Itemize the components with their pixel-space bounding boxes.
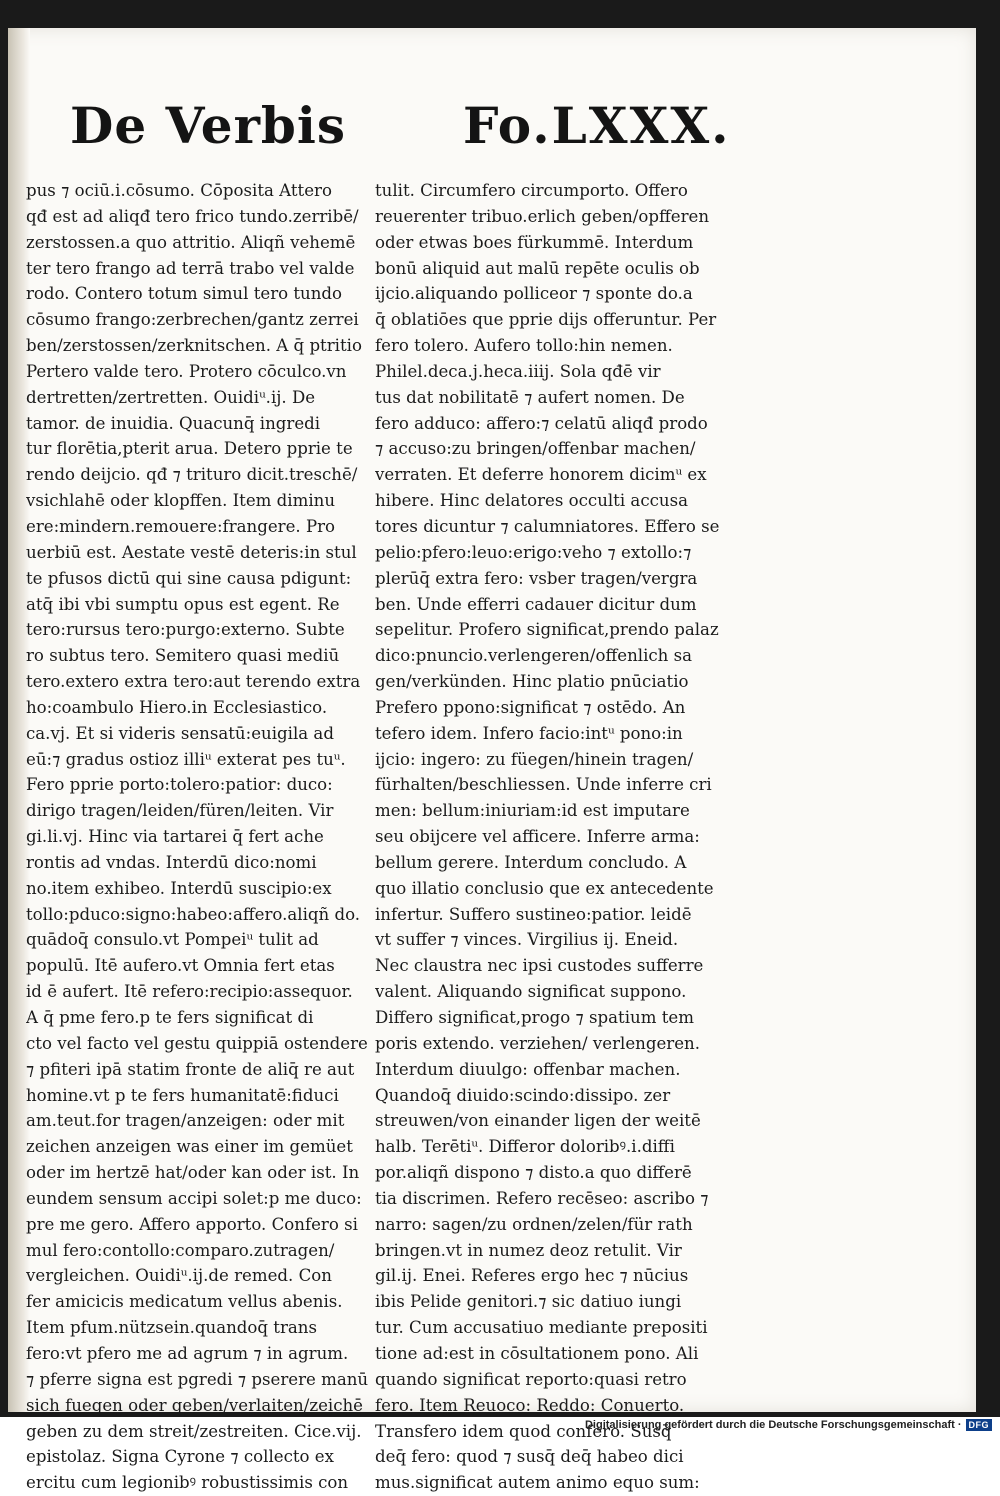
text-line: Nec claustra nec ipsi custodes sufferre (375, 956, 704, 976)
text-line: cto vel facto vel gestu quippiā ostendere (26, 1033, 368, 1053)
text-line: fero tolero. Aufero tollo:hin nemen. (375, 336, 673, 356)
text-line: gi.li.vj. Hinc via tartarei q̄ fert ache (26, 827, 324, 847)
text-line: tero:rursus tero:purgo:externo. Subte (26, 620, 345, 640)
text-line: A q̄ pme fero.p te fers significat di (26, 1008, 314, 1027)
text-line: no.item exhibeo. Interdū suscipio:ex (26, 878, 332, 898)
text-line: geben zu dem streit/zestreiten. Cice.vij. (26, 1421, 362, 1441)
text-line: homine.vt p te fers humanitatē:fiduci (26, 1085, 339, 1105)
text-line: Item pfum.nützsein.quandoq̄ trans (26, 1318, 317, 1338)
text-line: rontis ad vndas. Interdū dico:nomi (26, 852, 317, 872)
text-line: rendo deijcio. qđ ⁊ trituro dicit.treschē/ (26, 465, 358, 485)
text-line: valent. Aliquando significat suppono. (375, 982, 687, 1002)
text-line: reuerenter tribuo.erlich geben/opfferen (375, 206, 710, 226)
text-line: tamor. de inuidia. Quacunq̄ ingredi (26, 413, 321, 433)
text-line: Interdum diuulgo: offenbar machen. (375, 1059, 681, 1079)
text-line: por.aliqñ dispono ⁊ disto.a quo differē (375, 1163, 692, 1183)
text-line: Pertero valde tero. Protero cōculco.vn (26, 361, 347, 381)
text-line: am.teut.for tragen/anzeigen: oder mit (26, 1111, 345, 1131)
text-line: gen/verkünden. Hinc platio pnūciatio (375, 672, 689, 692)
text-line: streuwen/von einander ligen der weitē (375, 1111, 701, 1131)
text-line: hibere. Hinc delatores occulti accusa (375, 491, 689, 511)
text-line: id ē aufert. Itē refero:recipio:assequor. (26, 982, 353, 1002)
text-line: Prefero ppono:significat ⁊ ostēdo. An (375, 697, 686, 717)
running-head-left: De Verbis (70, 96, 347, 155)
text-line: zerstossen.a quo attritio. Aliqñ vehemē (26, 232, 356, 252)
text-line: tero.extero extra tero:aut terendo extra (26, 672, 361, 692)
text-line: Transfero idem quod confero. Susq̄ (375, 1421, 672, 1441)
text-line: Differo significat,progo ⁊ spatium tem (375, 1008, 694, 1027)
text-line: ca.vj. Et si videris sensatū:euigila ad (26, 723, 334, 743)
text-line: dico:pnuncio.verlengeren/offenlich sa (375, 646, 693, 666)
credit-text: Digitalisierung gefördert durch die Deutsche Forschungsgemeinschaft · (584, 1419, 962, 1431)
text-line: tur florētia,pterit arua. Detero pprie te (26, 439, 353, 459)
text-line: tur. Cum accusatiuo mediante prepositi (375, 1318, 708, 1338)
text-line: Philel.deca.j.heca.iiij. Sola qđē vir (375, 361, 661, 381)
text-line: vt suffer ⁊ vinces. Virgilius ij. Eneid. (375, 930, 679, 950)
text-line: ercitu cum legionibꝰ robustissimis con (26, 1473, 349, 1493)
text-line: eū:⁊ gradus ostioz illiᵘ exterat pes tuᵘ. (26, 749, 346, 769)
text-line: ro subtus tero. Semitero quasi mediū (26, 646, 340, 666)
text-line: dertretten/zertretten. Ouidiᵘ.ij. De (26, 387, 316, 407)
text-column-right (375, 178, 747, 1496)
text-line: epistolaz. Signa Cyrone ⁊ collecto ex (26, 1447, 334, 1467)
text-line: oder etwas boes fürkummē. Interdum (375, 232, 694, 252)
text-line: bringen.vt in numez deoz retulit. Vir (375, 1240, 682, 1260)
text-line: atq̄ ibi vbi sumptu opus est egent. Re (26, 594, 340, 614)
text-line: gil.ij. Enei. Referes ergo hec ⁊ nūcius (375, 1266, 689, 1286)
text-line: ben. Unde efferri cadauer dicitur dum (375, 594, 697, 614)
text-line: plerūq̄ extra fero: vsber tragen/vergra (375, 568, 698, 588)
text-line: infertur. Suffero sustineo:patior. leidē (375, 904, 692, 924)
text-line: ⁊ pferre signa est pgredi ⁊ pserere manū (26, 1369, 369, 1389)
text-line: Quandoq̄ diuido:scindo:dissipo. zer (375, 1085, 671, 1105)
text-line: zeichen anzeigen was einer im gemüet (26, 1137, 353, 1157)
text-line: quādoq̄ consulo.vt Pompeiᵘ tulit ad (26, 930, 319, 950)
text-line: tione ad:est in cōsultationem pono. Ali (375, 1343, 699, 1363)
dfg-logo-icon: DFG (966, 1419, 993, 1431)
text-line: seu obijcere vel afficere. Inferre arma: (375, 827, 700, 847)
text-line: vergleichen. Ouidiᵘ.ij.de remed. Con (26, 1266, 332, 1286)
text-line: ijcio.aliquando polliceor ⁊ sponte do.a (375, 284, 693, 304)
text-line: fero:vt pfero me ad agrum ⁊ in agrum. (26, 1343, 349, 1363)
text-line: pus ⁊ ociū.i.cōsumo. Cōposita Attero (26, 181, 332, 200)
text-line: ibis Pelide genitori.⁊ sic datiuo iungi (375, 1292, 682, 1312)
text-line: ⁊ accuso:zu bringen/offenbar machen/ (375, 439, 696, 459)
text-line: ⁊ pfiteri ipā statim fronte de aliq̄ re aut (26, 1059, 355, 1079)
text-line: ere:mindern.remouere:frangere. Pro (26, 516, 336, 536)
text-line: sepelitur. Profero significat,prendo palaz (375, 620, 719, 640)
text-line: q̄ oblatiōes que pprie dijs offeruntur. Per (375, 310, 717, 330)
text-line: dirigo tragen/leiden/füren/leiten. Vir (26, 801, 334, 821)
text-line: pelio:pfero:leuo:erigo:veho ⁊ extollo:⁊ (375, 542, 692, 562)
text-line: sich fuegen oder geben/verlaiten/zeichē (26, 1395, 364, 1415)
digitization-credit (585, 1419, 992, 1431)
text-line: tia discrimen. Refero recēseo: ascribo ⁊ (375, 1188, 709, 1208)
text-line: ter tero frango ad terrā trabo vel valde (26, 258, 355, 278)
text-line: oder im hertzē hat/oder kan oder ist. In (26, 1163, 360, 1183)
text-line: narro: sagen/zu ordnen/zelen/für rath (375, 1214, 693, 1234)
text-line: verraten. Et deferre honorem dicimᵘ ex (375, 465, 707, 485)
text-line: fero. Item Reuoco: Reddo: Conuerto. (375, 1395, 685, 1415)
text-line: fero adduco: affero:⁊ celatū aliqđ prodo (375, 413, 708, 433)
text-line: rodo. Contero totum simul tero tundo (26, 284, 343, 304)
text-line: pre me gero. Affero apporto. Confero si (26, 1214, 358, 1234)
text-line: fer amicicis medicatum vellus abenis. (26, 1292, 343, 1312)
text-line: ho:coambulo Hiero.in Ecclesiastico. (26, 697, 328, 717)
text-line: eundem sensum accipi solet:p me duco: (26, 1188, 362, 1208)
text-line: tulit. Circumfero circumporto. Offero (375, 181, 688, 200)
text-line: tus dat nobilitatē ⁊ aufert nomen. De (375, 387, 685, 407)
text-line: qđ est ad aliqđ tero frico tundo.zerribē/ (26, 206, 359, 226)
text-line: tollo:pduco:signo:habeo:affero.aliqñ do. (26, 904, 361, 924)
text-line: vsichlahē oder klopffen. Item diminu (26, 491, 336, 511)
text-line: fürhalten/beschliessen. Unde inferre cri (375, 775, 712, 795)
text-line: quando significat reporto:quasi retro (375, 1369, 687, 1389)
text-line: mul fero:contollo:comparo.zutragen/ (26, 1240, 335, 1260)
text-line: mus.significat autem animo equo sum: (375, 1473, 700, 1493)
text-line: Fero pprie porto:tolero:patior: duco: (26, 775, 333, 795)
text-line: populū. Itē aufero.vt Omnia fert etas (26, 956, 335, 976)
text-line: te pfusos dictū qui sine causa pdigunt: (26, 568, 352, 588)
text-line: ben/zerstossen/zerknitschen. A q̄ ptritio (26, 336, 362, 356)
text-line: quo illatio conclusio que ex antecedente (375, 878, 714, 898)
text-line: uerbiū est. Aestate vestē deteris:in stul (26, 542, 357, 562)
text-column-left (26, 178, 386, 1496)
text-line: tefero idem. Infero facio:intᵘ pono:in (375, 723, 683, 743)
text-line: cōsumo frango:zerbrechen/gantz zerrei (26, 310, 359, 330)
folio-number: Fo.LXXX. (463, 96, 731, 155)
text-line: deq̄ fero: quod ⁊ susq̄ deq̄ habeo dici (375, 1447, 684, 1467)
text-line: poris extendo. verziehen/ verlengeren. (375, 1033, 701, 1053)
text-line: ijcio: ingero: zu füegen/hinein tragen/ (375, 749, 694, 769)
text-line: tores dicuntur ⁊ calumniatores. Effero se (375, 516, 720, 536)
text-line: bonū aliquid aut malū repēte oculis ob (375, 258, 700, 278)
text-line: bellum gerere. Interdum concludo. A (375, 852, 687, 872)
text-line: men: bellum:iniuriam:id est imputare (375, 801, 690, 821)
text-line: halb. Terētiᵘ. Differor doloribꝰ.i.diffi (375, 1137, 675, 1157)
